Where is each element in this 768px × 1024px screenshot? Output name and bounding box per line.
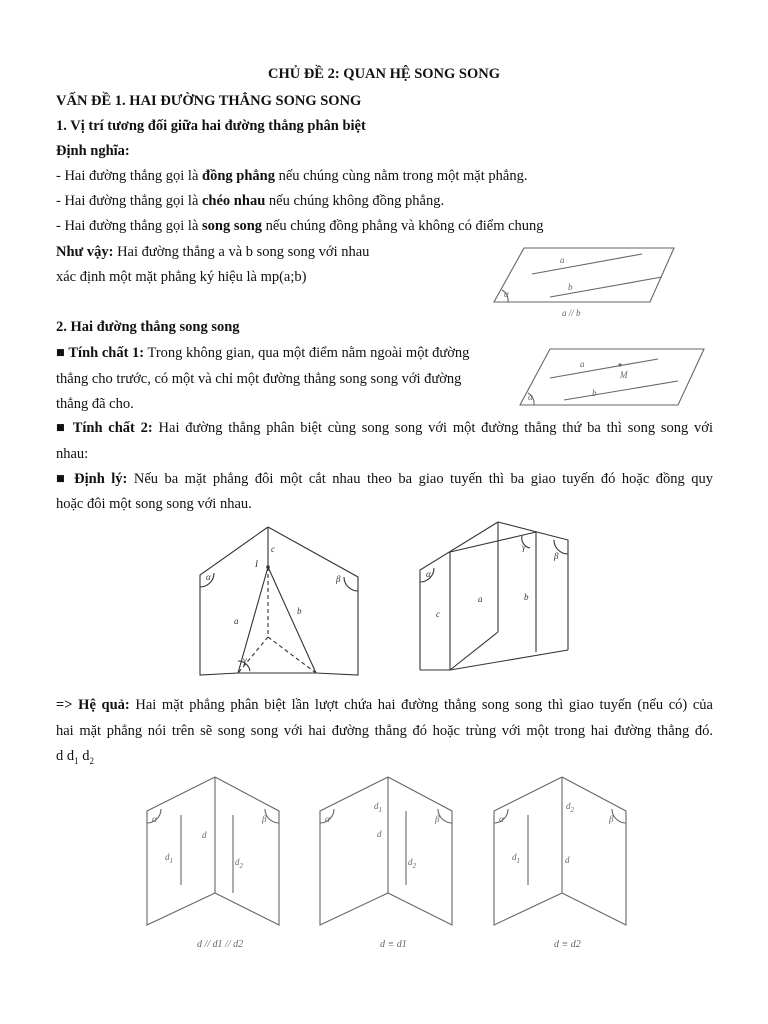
a-label: a: [234, 616, 239, 626]
corollary-line-2: hai mặt phẳng nói trên sẽ song song với hai đường thẳng đó hoặc trùng với một trong hai đường thẳng đó.: [56, 723, 713, 739]
line-b: [550, 277, 662, 297]
figure-corollary-parallel: [145, 775, 295, 955]
beta-angle-arc: [265, 809, 279, 823]
i-label: I: [255, 559, 258, 569]
line-a: [550, 359, 658, 378]
a-label: a: [478, 594, 483, 604]
def-bullet-coplanar: - Hai đường thẳng gọi là đồng phẳng nếu chúng cùng nằm trong một mặt phẳng.: [56, 168, 528, 184]
plane-alpha: [420, 522, 498, 670]
theorem-line-1: ■ Định lý: Nếu ba mặt phẳng đôi một cắt nhau theo ba giao tuyến thì ba giao tuyến đó hoặc đồng quy: [56, 471, 713, 487]
b-label: b: [592, 388, 597, 398]
corollary-line-1: => Hệ quả: Hai mặt phẳng phân biệt lần lượt chứa hai đường thẳng song song thì giao tuyến (nếu có) của: [56, 697, 713, 713]
c-label: c: [271, 544, 275, 554]
topic-title: CHỦ ĐỀ 2: QUAN HỆ SONG SONG: [267, 66, 501, 82]
plane-beta: [268, 527, 358, 675]
d2-label: $d_2$: [235, 857, 243, 870]
line-b: [564, 381, 678, 400]
plane-alpha: [200, 527, 268, 675]
figure-parallel-intersections: [418, 520, 578, 680]
figure-7-caption: d ≡ d2: [554, 939, 581, 950]
figure-corollary-d-equals-d2: [492, 775, 642, 955]
hidden-edge-3: [268, 637, 316, 673]
property-1-line-3: thẳng đã cho.: [56, 396, 134, 412]
problem-title: VẤN ĐỀ 1. HAI ĐƯỜNG THẲNG SONG SONG: [56, 93, 362, 109]
gamma-label: γ: [243, 655, 247, 665]
def-bullet-skew: - Hai đường thẳng gọi là chéo nhau nếu chúng không đồng phẳng.: [56, 193, 445, 209]
beta-label: β: [609, 814, 614, 824]
plane-alpha: [494, 248, 674, 302]
definition-label: Định nghĩa:: [56, 143, 130, 159]
section-2-heading: 2. Hai đường thẳng song song: [56, 319, 240, 335]
figure-5-caption: d // d1 // d2: [197, 939, 244, 950]
gamma-label: γ: [522, 542, 526, 552]
alpha-label: α: [152, 814, 157, 824]
d1-label: $d_1$: [165, 852, 173, 865]
c-label: c: [436, 609, 440, 619]
beta-label: β: [554, 551, 559, 561]
d1-label: $d_1$: [512, 852, 520, 865]
alpha-label: α: [504, 289, 509, 299]
beta-label: β: [435, 814, 440, 824]
figure-unique-parallel-through-point: [518, 345, 708, 410]
property-2-line-1: ■ Tính chất 2: Hai đường thẳng phân biệt cùng song song với một đường thẳng thứ ba thì song song với: [56, 420, 713, 436]
d1-label: $d_1$: [374, 801, 382, 814]
m-label: M: [620, 370, 628, 380]
d-lines-note: d $d_1$ $d_2$: [56, 748, 94, 766]
alpha-label: α: [499, 814, 504, 824]
plane-beta: [562, 777, 626, 925]
d-label: d: [202, 830, 207, 840]
plane-beta: [388, 777, 452, 925]
figure-concurrent-intersections: [198, 525, 363, 685]
alpha-label: α: [528, 392, 533, 402]
property-2-line-2: nhau:: [56, 446, 89, 462]
beta-angle-arc: [344, 577, 358, 591]
figure-parallel-lines-in-plane: [492, 242, 692, 322]
plane-beta: [498, 522, 568, 650]
beta-label: β: [336, 574, 341, 584]
a-label: a: [560, 255, 565, 265]
beta-angle-arc: [438, 809, 452, 823]
bottom-edge-2: [450, 650, 568, 670]
theorem-line-2: hoặc đôi một song song với nhau.: [56, 496, 252, 512]
property-1-line-2: thẳng cho trước, có một và chỉ một đường thẳng song song với đường: [56, 371, 462, 387]
d-label: d: [377, 829, 382, 839]
point-i: [266, 565, 270, 569]
beta-angle-arc: [612, 809, 626, 823]
d-label: d: [565, 855, 570, 865]
conclusion-line-2: xác định một mặt phẳng ký hiệu là mp(a;b): [56, 269, 307, 285]
d2-label: $d_2$: [566, 801, 574, 814]
alpha-label: α: [426, 569, 431, 579]
b-label: b: [568, 282, 573, 292]
point-m: [618, 363, 621, 366]
bottom-edge-1: [450, 632, 498, 670]
property-1-line-1: ■ Tính chất 1: Trong không gian, qua một điểm nằm ngoài một đường: [56, 345, 470, 361]
b-label: b: [524, 592, 529, 602]
b-label: b: [297, 606, 302, 616]
alpha-label: α: [325, 814, 330, 824]
def-bullet-parallel: - Hai đường thẳng gọi là song song nếu chúng đồng phẳng và không có điểm chung: [56, 218, 544, 234]
figure-corollary-d-equals-d1: [318, 775, 468, 955]
figure-1-caption: a // b: [562, 308, 581, 318]
figure-6-caption: d ≡ d1: [380, 939, 407, 950]
line-a: [532, 254, 642, 274]
section-1-heading: 1. Vị trí tương đối giữa hai đường thẳng phân biệt: [56, 118, 366, 134]
plane-beta: [215, 777, 279, 925]
d2-label: $d_2$: [408, 857, 416, 870]
conclusion-line-1: Như vậy: Hai đường thẳng a và b song song với nhau: [56, 244, 370, 260]
a-label: a: [580, 359, 585, 369]
alpha-label: α: [206, 572, 211, 582]
intersection-b: [268, 567, 316, 673]
plane-alpha: [320, 777, 388, 925]
beta-label: β: [262, 814, 267, 824]
plane-alpha: [520, 349, 704, 405]
